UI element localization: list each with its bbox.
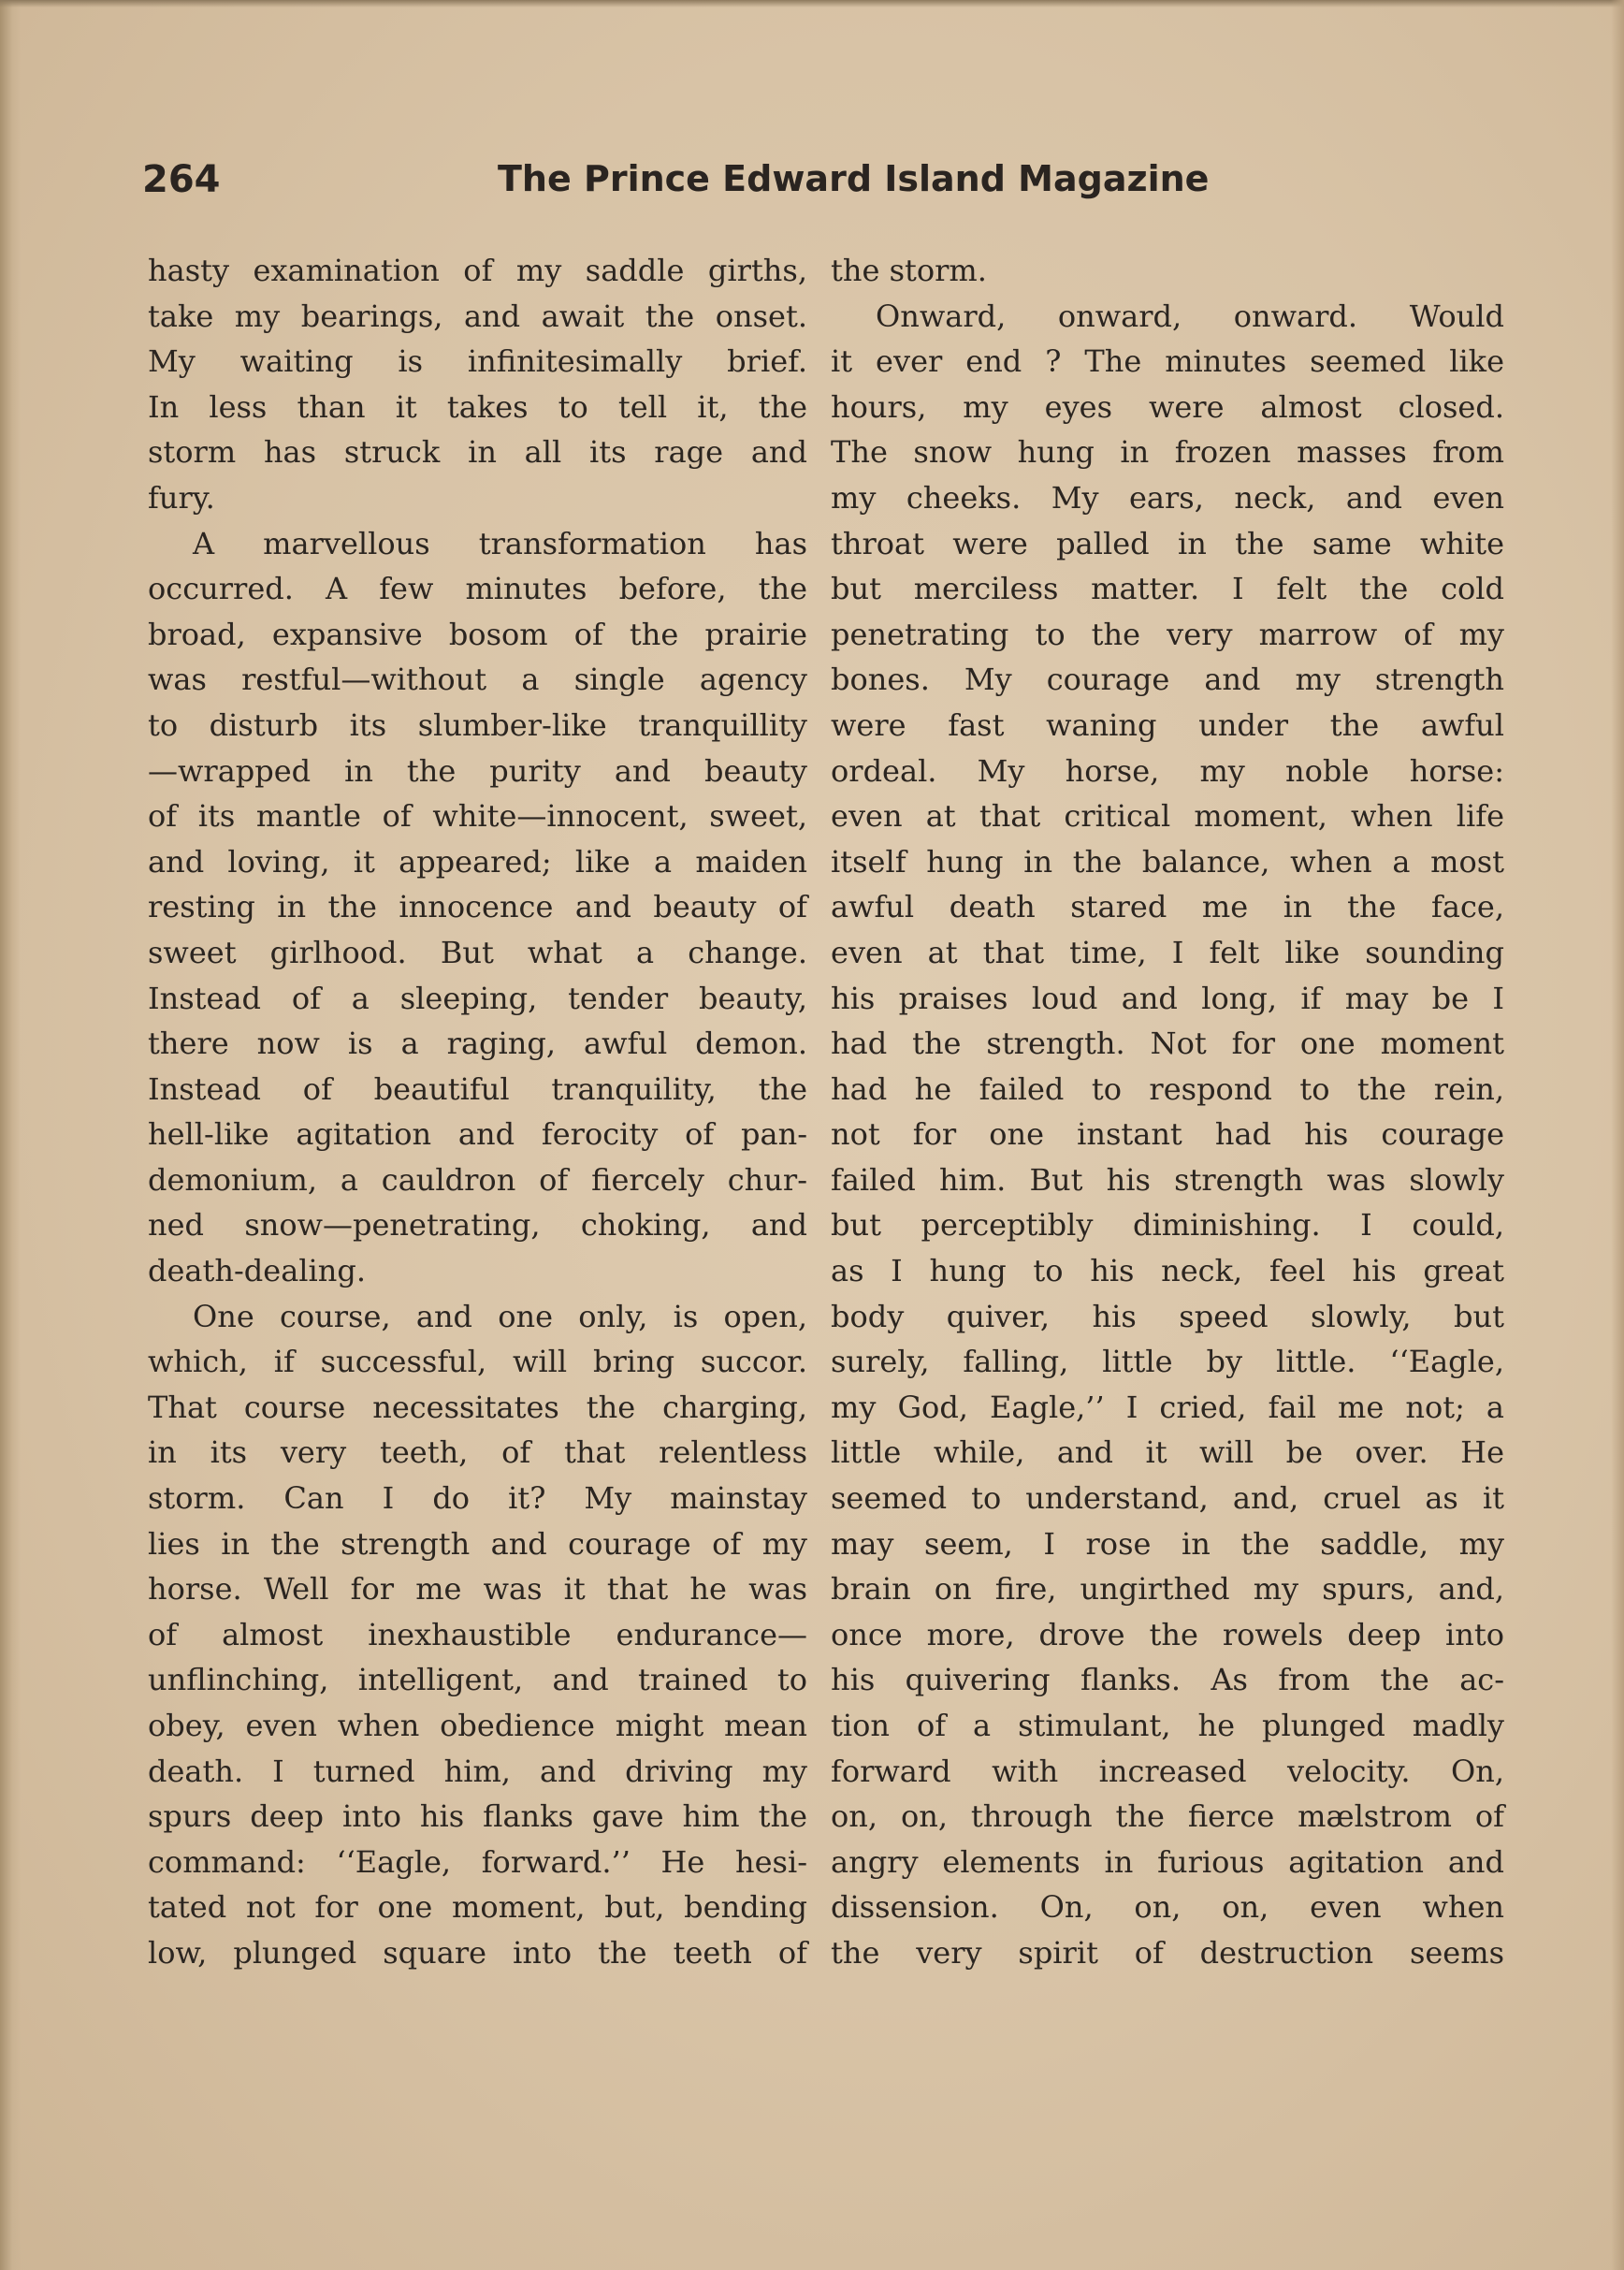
text-line: as I hung to his neck, feel his great — [831, 1253, 1504, 1289]
page-top-edge — [0, 0, 1624, 7]
running-header — [142, 154, 1508, 211]
text-line: throat were palled in the same white — [831, 525, 1504, 561]
text-line: even at that critical moment, when life — [831, 798, 1504, 835]
text-line: That course necessitates the charging, — [148, 1389, 807, 1425]
text-line: it ever end ? The minutes seemed like — [831, 343, 1504, 380]
text-line: failed him. But his strength was slowly — [831, 1161, 1504, 1198]
text-line: angry elements in furious agitation and — [831, 1843, 1504, 1880]
text-line: broad, expansive bosom of the prairie — [148, 616, 807, 652]
text-line: A marvellous transformation has — [193, 525, 807, 561]
text-line: Instead of beautiful tranquility, the — [148, 1070, 807, 1107]
text-line: Onward, onward, onward. Would — [876, 298, 1504, 334]
text-line: Instead of a sleeping, tender beauty, — [148, 980, 807, 1016]
text-line: had he failed to respond to the rein, — [831, 1070, 1504, 1107]
text-line: ned snow—penetrating, choking, and — [148, 1207, 807, 1244]
text-line: tion of a stimulant, he plunged madly — [831, 1708, 1504, 1743]
text-line: —wrapped in the purity and beauty — [148, 752, 807, 789]
text-line: command: ‘‘Eagle, forward.’’ He hesi- — [148, 1843, 807, 1880]
page-number: 264 — [142, 158, 221, 201]
text-line: spurs deep into his flanks gave him the — [148, 1798, 807, 1835]
text-line: sweet girlhood. But what a change. — [148, 934, 807, 970]
text-line: once more, drove the rowels deep into — [831, 1616, 1504, 1652]
text-line: of almost inexhaustible endurance— — [148, 1616, 807, 1652]
text-line: tated not for one moment, but, bending — [148, 1889, 807, 1926]
text-line: and loving, it appeared; like a maiden — [148, 843, 807, 880]
text-line: itself hung in the balance, when a most — [831, 843, 1504, 880]
text-line: there now is a raging, awful demon. — [148, 1026, 807, 1062]
text-line: ordeal. My horse, my noble horse: — [831, 752, 1504, 789]
text-line: had the strength. Not for one moment — [831, 1026, 1504, 1062]
text-line: penetrating to the very marrow of my — [831, 616, 1504, 652]
text-line: bones. My courage and my strength — [831, 662, 1504, 698]
text-line: unflinching, intelligent, and trained to — [148, 1662, 807, 1698]
text-line: seemed to understand, and, cruel as it — [831, 1480, 1504, 1517]
text-line: brain on fire, ungirthed my spurs, and, — [831, 1571, 1504, 1608]
text-line: of its mantle of white—innocent, sweet, — [148, 798, 807, 835]
text-line: his quivering flanks. As from the ac- — [831, 1662, 1504, 1698]
text-line: horse. Well for me was it that he was — [148, 1571, 807, 1608]
text-line: may seem, I rose in the saddle, my — [831, 1525, 1504, 1562]
text-line: occurred. A few minutes before, the — [148, 571, 807, 607]
text-line: not for one instant had his courage — [831, 1116, 1504, 1153]
text-line: were fast waning under the awful — [831, 706, 1504, 743]
text-line: fury. — [148, 479, 215, 516]
text-line: storm. Can I do it? My mainstay — [148, 1480, 807, 1517]
text-line: death-dealing. — [148, 1253, 367, 1289]
text-line: death. I turned him, and driving my — [148, 1753, 807, 1789]
text-line: his praises loud and long, if may be I — [831, 980, 1504, 1016]
magazine-title: The Prince Edward Island Magazine — [498, 158, 1210, 199]
text-line: but merciless matter. I felt the cold — [831, 571, 1504, 607]
text-line: obey, even when obedience might mean — [148, 1708, 807, 1743]
left-text-column — [148, 248, 807, 1976]
text-line: My waiting is infinitesimally brief. — [148, 343, 807, 380]
text-line: forward with increased velocity. On, — [831, 1753, 1504, 1789]
text-line: hours, my eyes were almost closed. — [831, 388, 1504, 425]
text-line: was restful—without a single agency — [148, 662, 807, 698]
text-line: resting in the innocence and beauty of — [148, 889, 807, 925]
text-line: awful death stared me in the face, — [831, 889, 1504, 925]
text-line: my cheeks. My ears, neck, and even — [831, 479, 1504, 516]
text-line: One course, and one only, is open, — [193, 1298, 807, 1334]
text-line: dissension. On, on, on, even when — [831, 1889, 1504, 1926]
page-right-edge — [1611, 0, 1624, 2270]
text-line: even at that time, I felt like sounding — [831, 934, 1504, 970]
text-line: The snow hung in frozen masses from — [831, 434, 1504, 471]
text-line: take my bearings, and await the onset. — [148, 298, 807, 334]
text-line: hell-like agitation and ferocity of pan- — [148, 1116, 807, 1153]
text-line: body quiver, his speed slowly, but — [831, 1298, 1504, 1334]
text-line: In less than it takes to tell it, the — [148, 388, 807, 425]
text-line: to disturb its slumber-like tranquillity — [148, 706, 807, 743]
page-left-edge — [0, 0, 21, 2270]
text-line: the very spirit of destruction seems — [831, 1934, 1504, 1971]
text-line: little while, and it will be over. He — [831, 1434, 1504, 1471]
right-text-column — [831, 248, 1504, 1976]
text-line: which, if successful, will bring succor. — [148, 1344, 807, 1380]
text-line: on, on, through the fierce mælstrom of — [831, 1798, 1504, 1835]
text-line: storm has struck in all its rage and — [148, 434, 807, 471]
text-line: demonium, a cauldron of fiercely chur- — [148, 1161, 807, 1198]
text-line: but perceptibly diminishing. I could, — [831, 1207, 1504, 1244]
text-line: in its very teeth, of that relentless — [148, 1434, 807, 1471]
text-line: surely, falling, little by little. ‘‘Eagle, — [831, 1344, 1504, 1380]
text-line: the storm. — [831, 253, 987, 288]
text-line: my God, Eagle,’’ I cried, fail me not; a — [831, 1389, 1504, 1425]
text-line: low, plunged square into the teeth of — [148, 1934, 807, 1971]
text-line: lies in the strength and courage of my — [148, 1525, 807, 1562]
text-line: hasty examination of my saddle girths, — [148, 253, 807, 288]
